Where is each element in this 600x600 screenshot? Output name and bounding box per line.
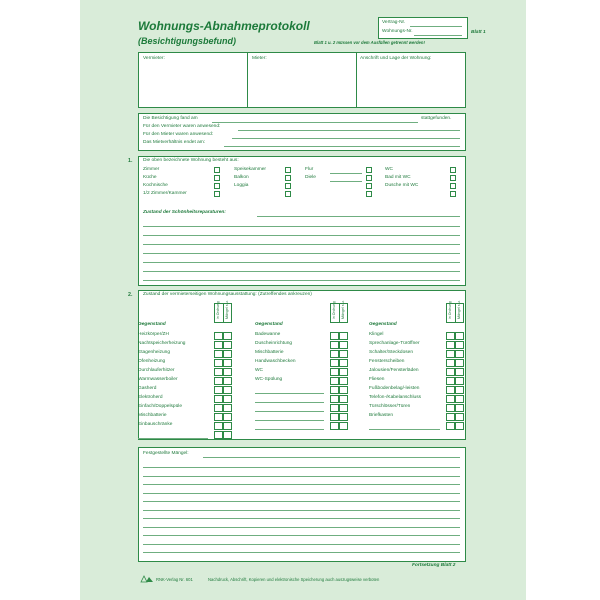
condition-defect-cell[interactable]	[223, 386, 232, 394]
room-label: Kochnische	[143, 183, 168, 188]
room-checkbox[interactable]	[450, 167, 456, 173]
equipment-label: Telefon-/Kabelanschluss	[369, 395, 421, 400]
room-checkbox[interactable]	[285, 191, 291, 197]
defect-line[interactable]	[143, 535, 460, 536]
condition-defect-cell[interactable]	[223, 359, 232, 367]
room-checkbox[interactable]	[450, 183, 456, 189]
equipment-label: Sprechanlage-Türöffner	[369, 341, 420, 346]
gegenstand-heading: Gegenstand	[255, 322, 283, 327]
status-defect-header: Mängel s.u.	[341, 300, 345, 319]
room-checkbox[interactable]	[366, 183, 372, 189]
condition-ok-cell[interactable]	[214, 395, 223, 403]
condition-ok-cell[interactable]	[446, 359, 455, 367]
equipment-label: Ofenheizung	[138, 359, 166, 364]
vermieter-anwesend-label: Für den Vermieter waren anwesend:	[143, 124, 221, 129]
equipment-label: WC	[255, 368, 263, 373]
equipment-label: Briefkasten	[369, 413, 393, 418]
condition-ok-cell[interactable]	[214, 341, 223, 349]
condition-defect-cell[interactable]	[339, 359, 348, 367]
vermieter-anwesend-field[interactable]	[238, 130, 460, 131]
equipment-extra-field[interactable]	[255, 402, 324, 403]
vermieter-label: Vermieter:	[143, 56, 165, 61]
condition-defect-cell[interactable]	[223, 341, 232, 349]
defect-line[interactable]	[143, 476, 460, 477]
room-label: Loggia	[234, 183, 249, 188]
condition-ok-cell[interactable]	[330, 350, 339, 358]
condition-defect-cell[interactable]	[339, 341, 348, 349]
room-checkbox[interactable]	[214, 175, 220, 181]
vertrag-field[interactable]	[410, 26, 462, 27]
wohnungs-field[interactable]	[414, 35, 462, 36]
equipment-label: Mischbatterie	[255, 350, 284, 355]
condition-ok-cell[interactable]	[214, 332, 223, 340]
condition-ok-cell[interactable]	[330, 386, 339, 394]
condition-ok-cell[interactable]	[446, 413, 455, 421]
condition-ok-cell[interactable]	[446, 368, 455, 376]
condition-defect-cell[interactable]	[223, 422, 232, 430]
defect-line[interactable]	[143, 510, 460, 511]
room-checkbox[interactable]	[214, 191, 220, 197]
condition-defect-cell[interactable]	[455, 413, 464, 421]
equipment-label: Mischbatterie	[138, 413, 167, 418]
condition-defect-cell[interactable]	[455, 332, 464, 340]
condition-defect-cell[interactable]	[223, 395, 232, 403]
defect-line[interactable]	[143, 552, 460, 553]
condition-ok-cell[interactable]	[330, 404, 339, 412]
condition-defect-cell[interactable]	[223, 377, 232, 385]
defects-label: Festgestellte Mängel:	[143, 451, 189, 456]
header-cell-divider	[455, 303, 456, 323]
condition-ok-cell[interactable]	[446, 332, 455, 340]
mieter-anwesend-label: Für den Mieter waren anwesend:	[143, 132, 214, 137]
section2-intro: Zustand der vermieterseitigen Wohnungsausstattung: (Zutreffendes ankreuzen)	[143, 292, 312, 297]
status-ok-header: in Ordnung	[216, 301, 220, 319]
sheet-number: Blatt 1	[471, 30, 486, 35]
section1-intro: Die oben bezeichnete Wohnung besteht aus:	[143, 158, 239, 163]
mietende-label: Das Mietverhältnis endet am:	[143, 140, 206, 145]
separation-note: Blatt 1 u. 2 müssen vor dem Ausfüllen getrennt werden!	[314, 40, 425, 45]
section1-number: 1.	[128, 158, 133, 164]
condition-defect-cell[interactable]	[455, 341, 464, 349]
condition-defect-cell[interactable]	[339, 386, 348, 394]
condition-line[interactable]	[143, 244, 460, 245]
condition-defect-cell[interactable]	[339, 404, 348, 412]
condition-ok-cell[interactable]	[214, 377, 223, 385]
zustand-label: Zustand der Schönheitsreparaturen:	[143, 210, 226, 215]
defect-line[interactable]	[143, 484, 460, 485]
condition-defect-cell[interactable]	[223, 332, 232, 340]
equipment-label: Durchlauferhitzer	[138, 368, 175, 373]
condition-line[interactable]	[143, 280, 460, 281]
condition-ok-cell[interactable]	[446, 422, 455, 430]
condition-line[interactable]	[143, 262, 460, 263]
condition-ok-cell[interactable]	[214, 359, 223, 367]
status-defect-header: Mängel s.u.	[225, 300, 229, 319]
condition-defect-cell[interactable]	[339, 332, 348, 340]
form-subtitle: (Besichtigungsbefund)	[138, 36, 236, 46]
equipment-label: Fußbodenbelag/-leisten	[369, 386, 420, 391]
equipment-extra-field[interactable]	[138, 438, 208, 439]
room-checkbox[interactable]	[285, 183, 291, 189]
condition-line[interactable]	[143, 235, 460, 236]
defects-first-line[interactable]	[203, 457, 460, 458]
status-ok-header: in Ordnung	[332, 301, 336, 319]
room-count-field[interactable]	[330, 181, 362, 182]
condition-defect-cell[interactable]	[455, 368, 464, 376]
condition-defect-cell[interactable]	[223, 413, 232, 421]
equipment-extra-field[interactable]	[255, 420, 324, 421]
zustand-first-line[interactable]	[257, 216, 460, 217]
condition-defect-cell[interactable]	[339, 368, 348, 376]
condition-ok-cell[interactable]	[214, 350, 223, 358]
defects-box	[138, 447, 466, 562]
condition-ok-cell[interactable]	[330, 422, 339, 430]
equipment-label: Warmwasserboiler	[138, 377, 178, 382]
condition-ok-cell[interactable]	[330, 341, 339, 349]
equipment-label: Duscheinrichtung	[255, 341, 293, 346]
equipment-label: Heizkörper/ZH	[138, 332, 169, 337]
room-label: Speisekammer	[234, 167, 266, 172]
equipment-label: Türschlösser/Türen	[369, 404, 411, 409]
room-checkbox[interactable]	[285, 167, 291, 173]
condition-ok-cell[interactable]	[446, 386, 455, 394]
defect-line[interactable]	[143, 501, 460, 502]
room-count-field[interactable]	[330, 173, 362, 174]
equipment-label: Badewanne	[255, 332, 281, 337]
equipment-label: Klingel	[369, 332, 384, 337]
condition-ok-cell[interactable]	[214, 386, 223, 394]
equipment-label: Etagenheizung	[138, 350, 171, 355]
publisher-number: RNK-Verlag Nr. 601	[156, 577, 193, 582]
section1-box	[138, 156, 466, 286]
condition-defect-cell[interactable]	[455, 377, 464, 385]
equipment-label: Nachtspeicherheizung	[138, 341, 186, 346]
condition-defect-cell[interactable]	[339, 395, 348, 403]
defect-line[interactable]	[143, 518, 460, 519]
condition-defect-cell[interactable]	[339, 350, 348, 358]
defect-line[interactable]	[143, 544, 460, 545]
section2-box	[138, 290, 466, 440]
room-label: Dusche mit WC	[385, 183, 419, 188]
room-label: Bad mit WC	[385, 175, 411, 180]
room-checkbox[interactable]	[285, 175, 291, 181]
equipment-extra-field[interactable]	[255, 411, 324, 412]
mietende-field[interactable]	[224, 146, 460, 147]
condition-defect-cell[interactable]	[455, 350, 464, 358]
condition-ok-cell[interactable]	[330, 332, 339, 340]
equipment-label: Einbauschränke	[138, 422, 173, 427]
condition-ok-cell[interactable]	[214, 431, 223, 439]
condition-ok-cell[interactable]	[214, 368, 223, 376]
equipment-label: Einfach/Doppelspüle	[138, 404, 183, 409]
condition-defect-cell[interactable]	[455, 359, 464, 367]
equipment-label: Gasherd	[138, 386, 157, 391]
besichtigung-date-field[interactable]	[212, 122, 418, 123]
condition-ok-cell[interactable]	[446, 404, 455, 412]
condition-ok-cell[interactable]	[214, 413, 223, 421]
equipment-label: WC-Spülung	[255, 377, 283, 382]
continued-note: Fortsetzung Blatt 2	[412, 563, 456, 568]
condition-defect-cell[interactable]	[455, 386, 464, 394]
equipment-label: Fensterscheiben	[369, 359, 405, 364]
gegenstand-heading: Gegenstand	[369, 322, 397, 327]
condition-ok-cell[interactable]	[214, 404, 223, 412]
condition-ok-cell[interactable]	[446, 377, 455, 385]
condition-ok-cell[interactable]	[330, 413, 339, 421]
wohnungs-label: Wohnungs-Nr.	[382, 29, 413, 34]
room-label: Zimmer	[143, 167, 160, 172]
room-checkbox[interactable]	[366, 167, 372, 173]
header-cell-divider	[223, 303, 224, 323]
room-label: Küche	[143, 175, 157, 180]
besichtigung-label: Die Besichtigung fand am	[143, 116, 198, 121]
equipment-label: Fliesen	[369, 377, 385, 382]
room-checkbox[interactable]	[366, 191, 372, 197]
anschrift-label: Anschrift und Lage der Wohnung:	[360, 56, 432, 61]
condition-defect-cell[interactable]	[223, 404, 232, 412]
equipment-label: Jalousien/Fensterläden	[369, 368, 419, 373]
condition-defect-cell[interactable]	[223, 431, 232, 439]
mieter-anwesend-field[interactable]	[232, 138, 460, 139]
condition-ok-cell[interactable]	[446, 341, 455, 349]
room-label: 1/2 Zimmer/Kammer	[143, 191, 187, 196]
condition-ok-cell[interactable]	[330, 359, 339, 367]
condition-line[interactable]	[143, 253, 460, 254]
equipment-label: Handwaschbecken	[255, 359, 296, 364]
defect-line[interactable]	[143, 467, 460, 468]
parties-divider-1	[247, 52, 248, 108]
status-defect-header: Mängel s.u.	[457, 300, 461, 319]
form-title: Wohnungs-Abnahmeprotokoll	[138, 19, 310, 33]
copyright-note: Nachdruck, Abschrift, Kopieren und elektronische Speicherung auch auszugsweise verboten	[208, 577, 380, 582]
condition-ok-cell[interactable]	[446, 395, 455, 403]
vertrag-label: Vertrag-Nr.	[382, 20, 406, 25]
room-checkbox[interactable]	[450, 175, 456, 181]
section2-number: 2.	[128, 292, 133, 298]
equipment-extra-field[interactable]	[255, 393, 324, 394]
equipment-extra-field[interactable]	[255, 429, 324, 430]
room-label: Balkon	[234, 175, 249, 180]
condition-defect-cell[interactable]	[339, 377, 348, 385]
status-ok-header: in Ordnung	[448, 301, 452, 319]
defect-line[interactable]	[143, 493, 460, 494]
header-cell-divider	[339, 303, 340, 323]
condition-line[interactable]	[143, 271, 460, 272]
condition-line[interactable]	[143, 226, 460, 227]
parties-divider-2	[356, 52, 357, 108]
room-checkbox[interactable]	[214, 183, 220, 189]
condition-ok-cell[interactable]	[330, 368, 339, 376]
room-label: WC	[385, 167, 393, 172]
room-checkbox[interactable]	[450, 191, 456, 197]
condition-defect-cell[interactable]	[455, 404, 464, 412]
condition-ok-cell[interactable]	[214, 422, 223, 430]
condition-ok-cell[interactable]	[330, 377, 339, 385]
room-checkbox[interactable]	[214, 167, 220, 173]
condition-defect-cell[interactable]	[455, 395, 464, 403]
besichtigung-suffix: stattgefunden.	[421, 116, 452, 121]
room-label: Flur	[305, 167, 314, 172]
condition-ok-cell[interactable]	[330, 395, 339, 403]
mieter-label: Mieter:	[252, 56, 267, 61]
condition-defect-cell[interactable]	[223, 368, 232, 376]
equipment-label: Elektroherd	[138, 395, 163, 400]
gegenstand-heading: Gegenstand	[138, 322, 166, 327]
condition-defect-cell[interactable]	[455, 422, 464, 430]
condition-ok-cell[interactable]	[446, 350, 455, 358]
equipment-label: Schalter/Steckdosen	[369, 350, 413, 355]
condition-defect-cell[interactable]	[339, 422, 348, 430]
room-checkbox[interactable]	[366, 175, 372, 181]
equipment-extra-field[interactable]	[369, 429, 440, 430]
publisher-logo	[140, 575, 154, 583]
condition-defect-cell[interactable]	[339, 413, 348, 421]
room-label: Diele	[305, 175, 316, 180]
condition-defect-cell[interactable]	[223, 350, 232, 358]
defect-line[interactable]	[143, 527, 460, 528]
